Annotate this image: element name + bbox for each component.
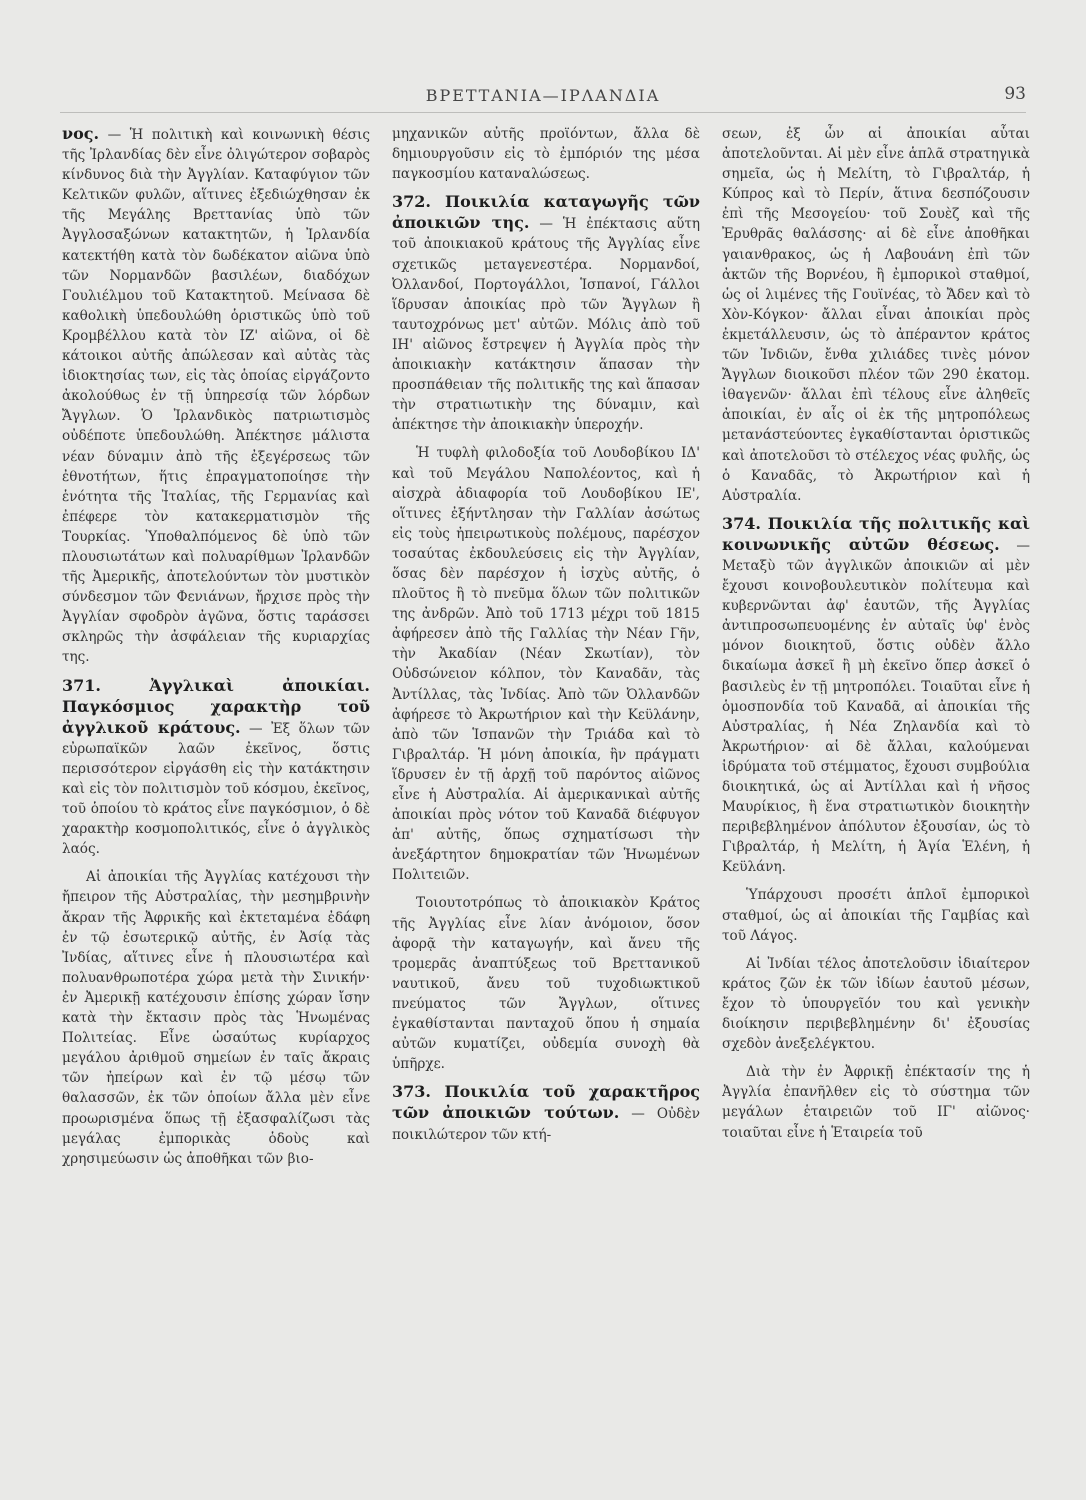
paragraph [722, 1062, 1030, 1142]
running-title: ΒΡΕΤΤΑΝΙΑ—ΙΡΛΑΝΔΙΑ [425, 86, 661, 105]
paragraph-text: Αἱ Ἰνδίαι τέλος ἀποτελοῦσιν ἰδιαίτερον κράτος ζῶν ἐκ τῶν ἰδίων ἑαυτοῦ μέσων, ἔχον τὸ ὑπουργεῖόν του καὶ γενικὴν διοίκησιν περιβεβλημένην δι' ἐξουσίας σχεδὸν ἀνεξελέγκτου. [722, 955, 1030, 1053]
paragraph-text: Ἡ τυφλὴ φιλοδοξία τοῦ Λουδοβίκου ΙΔ' καὶ τοῦ Μεγάλου Ναπολέοντος, καὶ ἡ αἰσχρὰ ἀδιαφορία τοῦ Λουδοβίκου ΙΕ', οἵτινες ἐξήντλησαν τὴν Γαλλίαν ἀσώτως εἰς τοὺς ἠπειρωτικοὺς πολέμους, παρέσχον τοσαύτας ἐκδουλεύσεις εἰς τὴν Ἀγγλίαν, ὅσας δὲν παρέσχον ἡ ἰσχὺς αὐτῆς, ὁ πλοῦτος ἢ τὸ πνεῦμα ὅλων τῶν πολιτικῶν της ἀνδρῶν. Ἀπὸ τοῦ 1713 μέχρι τοῦ 1815 ἀφήρεσεν ἀπὸ τῆς Γαλλίας τὴν Νέαν Γῆν, τὴν Ἀκαδίαν (Νέαν Σκωτίαν), τὸν Οὐδσώνειον κόλπον, τὸν Καναδᾶν, τὰς Ἀντίλλας, τὰς Ἰνδίας. Ἀπὸ τῶν Ὀλλανδῶν ἀφήρεσε τὸ Ἀκρωτήριον καὶ τὴν Κεϋλάνην, ἀπὸ τῶν Ἱσπανῶν τὴν Τριάδα καὶ τὸ Γιβραλτάρ. Ἡ μόνη ἀποικία, ἣν πράγματι ἵδρυσεν ἐν τῇ ἀρχῇ τοῦ παρόντος αἰῶνος εἶνε ἡ Αὐστραλία. Αἱ ἀμερικανικαὶ αὐτῆς ἀποικίαι πρὸς νότον τοῦ Καναδᾶ διέφυγον ἀπ' αὐτῆς, ὅπως σχηματίσωσι τὴν ἀνεξάρτητον δημοκρατίαν τῶν Ἡνωμένων Πολιτειῶν. [392, 445, 700, 884]
page-number: 93 [1004, 84, 1026, 104]
column-2 [392, 124, 700, 1484]
section-heading: νος. [62, 124, 100, 143]
text-columns [62, 124, 1030, 1484]
paragraph [392, 893, 700, 1074]
paragraph [392, 192, 700, 435]
section-heading: 374. Ποικιλία τῆς πολιτικῆς καὶ κοινωνικῆς αὐτῶν θέσεως. [722, 513, 1030, 554]
paragraph [392, 1082, 700, 1144]
paragraph-text: Διὰ τὴν ἐν Ἀφρικῇ ἐπέκτασίν της ἡ Ἀγγλία ἐπανῆλθεν εἰς τὸ σύστημα τῶν μεγάλων ἑταιρειῶν τοῦ ΙΓ' αἰῶνος· τοιαῦται εἶνε ἡ Ἑταιρεία τοῦ [722, 1064, 1030, 1141]
paragraph-text: μηχανικῶν αὐτῆς προϊόντων, ἄλλα δὲ δημιουργοῦσιν εἰς τὸ ἐμπόριόν της μέσα παγκοσμίου καταναλώσεως. [392, 126, 700, 183]
column-3 [722, 124, 1030, 1484]
paragraph [62, 867, 370, 1168]
paragraph-text: — Ἐξ ὅλων τῶν εὐρωπαϊκῶν λαῶν ἐκεῖνος, ὅστις περισσότερον εἰργάσθη εἰς τὴν κατάκτησιν καὶ εἰς τὸν πολιτισμὸν τοῦ κόσμου, ἐκεῖνος, τοῦ ὁποίου τὸ κράτος εἶνε παγκόσμιον, ὁ δὲ χαρακτὴρ κοσμοπολιτικός, εἶνε ὁ ἀγγλικὸς λαός. [62, 720, 370, 858]
section-heading: 372. Ποικιλία καταγωγῆς τῶν ἀποικιῶν της. [392, 192, 700, 233]
paragraph-text: Ὑπάρχουσι προσέτι ἁπλοῖ ἐμπορικοὶ σταθμοί, ὡς αἱ ἀποικίαι τῆς Γαμβίας καὶ τοῦ Λάγος. [722, 887, 1030, 944]
paragraph-text: — Ἡ πολιτικὴ καὶ κοινωνικὴ θέσις τῆς Ἰρλανδίας δὲν εἶνε ὀλιγώτερον σοβαρὸς κίνδυνος διὰ τὴν Ἀγγλίαν. Καταφύγιον τῶν Κελτικῶν φυλῶν, αἵτινες ἐξεδιώχθησαν ἐκ τῆς Μεγάλης Βρεττανίας ὑπὸ τῶν Ἀγγλοσαξώνων κατακτητῶν, ἡ Ἰρλανδία κατεκτήθη κατὰ τὸν δωδέκατον αἰῶνα ὑπὸ τῶν Νορμανδῶν βασιλέων, διαδόχων Γουλιέλμου τοῦ Κατακτητοῦ. Μείνασα δὲ καθολικὴ ὑπεδουλώθη ὁριστικῶς ὑπὸ τοῦ Κρομβέλλου κατὰ τὸν ΙΖ' αἰῶνα, οἱ δὲ κάτοικοι αὐτῆς ἀπώλεσαν καὶ αὐτὰς τὰς ἰδιοκτησίας των, εἰς τὰς ὁποίας εἰργάζοντο ἀκολούθως ἐν τῇ ὑπηρεσίᾳ τῶν λόρδων Ἄγγλων. Ὁ Ἰρλανδικὸς πατριωτισμὸς οὐδέποτε ὑπεδουλώθη. Ἀπέκτησε μάλιστα νέαν δύναμιν ἀπὸ τῆς ἐξεγέρσεως τῶν ἐθνοτήτων, ἥτις ἐπραγματοποίησε τὴν ἑνότητα τῆς Ἰταλίας, τῆς Γερμανίας καὶ ἐπέφερε τὸν κατακερματισμὸν τῆς Τουρκίας. Ὑποθαλπόμενος δὲ ὑπὸ τῶν πλουσιωτάτων καὶ πολυαρίθμων Ἰρλανδῶν τῆς Ἀμερικῆς, ἀποτελούντων τὸν μυστικὸν σύνδεσμον τῶν Φενιάνων, ἤρχισε πρὸς τὴν Ἀγγλίαν σφοδρὸν ἀγῶνα, ὅστις ταράσσει σκληρῶς τὴν ἀσφάλειαν τῆς κυριαρχίας της. [62, 127, 370, 666]
column-1 [62, 124, 370, 1484]
paragraph [722, 885, 1030, 945]
paragraph [392, 443, 700, 885]
paragraph-text: σεων, ἐξ ὧν αἱ ἀποικίαι αὗται ἀποτελοῦνται. Αἱ μὲν εἶνε ἁπλᾶ στρατηγικὰ σημεῖα, ὡς ἡ Μελίτη, τὸ Γιβραλτάρ, ἡ Κύπρος καὶ τὸ Περίν, ἅτινα δεσπόζουσιν ἐπὶ τῆς Μεσογείου· τοῦ Σουὲζ καὶ τῆς Ἐρυθρᾶς θαλάσσης· αἱ δὲ εἶνε ἀποθῆκαι γαιανθρακος, ὡς ἡ Λαβουάνη ἐπὶ τῶν ἀκτῶν τῆς Βορνέου, ἢ ἐμπορικοὶ σταθμοί, ὡς οἱ λιμένες τῆς Γουϊνέας, τὸ Ἄδεν καὶ τὸ Χὸν-Κόγκον· ἄλλαι εἶναι ἀποικίαι πρὸς ἐκμετάλλευσιν, ὡς τὸ ἀπέραντον κράτος τῶν Ἰνδιῶν, ἔνθα χιλιάδες τινὲς μόνον Ἄγγλων διοικοῦσι πλέον τῶν 290 ἑκατομ. ἰθαγενῶν· ἄλλαι ἐπὶ τέλους εἶνε ἀληθεῖς ἀποικίαι, ἐν αἷς οἱ ἐκ τῆς μητροπόλεως μετανάστεύοντες ἐγκαθίστανται ὁριστικῶς καὶ ἀποτελοῦσι τὸ στέλεχος νέας φυλῆς, ὡς ὁ Καναδᾶς, τὸ Ἀκρωτήριον καὶ ἡ Αὐστραλία. [722, 126, 1030, 504]
paragraph-text: — Ἡ ἐπέκτασις αὕτη τοῦ ἀποικιακοῦ κράτους τῆς Ἀγγλίας εἶνε σχετικῶς μεταγενεστέρα. Νορμανδοί, Ὀλλανδοί, Πορτογάλλοι, Ἱσπανοί, Γάλλοι ἵδρυσαν ἀποικίας πρὸ τῶν Ἄγγλων ἢ ταυτοχρόνως μετ' αὐτῶν. Μόλις ἀπὸ τοῦ ΙΗ' αἰῶνος ἔστρεψεν ἡ Ἀγγλία πρὸς τὴν ἀποικιακὴν κατάκτησιν ἅπασαν τὴν προσπάθειαν τῆς πολιτικῆς της καὶ ἅπασαν τὴν στρατιωτικὴν της δύναμιν, καὶ ἀπέκτησε τὴν ἀποικιακὴν ὑπεροχήν. [392, 216, 700, 434]
paragraph-text: — Οὐδὲν ποικιλώτερον τῶν κτή- [392, 1106, 700, 1143]
paragraph-text: — Μεταξὺ τῶν ἀγγλικῶν ἀποικιῶν αἱ μὲν ἔχουσι κοινοβουλευτικὸν πολίτευμα καὶ κυβερνῶνται ἀφ' ἑαυτῶν, τῆς Ἀγγλίας ἀντιπροσωπευομένης ἐν αὐταῖς ὑφ' ἑνὸς μόνον διοικητοῦ, ὅστις οὐδὲν ἄλλο δικαίωμα ἀσκεῖ ἢ μὴ ἐκεῖνο ὅπερ ἀσκεῖ ὁ βασιλεὺς ἐν τῇ μητροπόλει. Τοιαῦται εἶνε ἡ ὁμοσπονδία τοῦ Καναδᾶ, αἱ ἀποικίαι τῆς Αὐστραλίας, ἡ Νέα Ζηλανδία καὶ τὸ Ἀκρωτήριον· αἱ δὲ ἄλλαι, καλούμεναι ἱδρύματα τοῦ στέμματος, ἔχουσι συμβούλια διοικητικά, ὡς αἱ Ἀντίλλαι καὶ ἡ νῆσος Μαυρίκιος, ἢ ἕνα στρατιωτικὸν διοικητὴν περιβεβλημένον ἀπόλυτον ἐξουσίαν, ὡς τὸ Γιβραλτάρ, ἡ Μελίτη, ἡ Ἁγία Ἑλένη, ἡ Κεϋλάνη. [722, 537, 1030, 876]
paragraph [722, 954, 1030, 1054]
paragraph [62, 676, 370, 860]
section-heading: 373. Ποικιλία τοῦ χαρακτῆρος τῶν ἀποικιῶν τούτων. [392, 1082, 700, 1123]
paragraph [722, 514, 1030, 878]
paragraph [392, 124, 700, 184]
paragraph-text: Τοιουτοτρόπως τὸ ἀποικιακὸν Κράτος τῆς Ἀγγλίας εἶνε λίαν ἀνόμοιον, ὅσον ἀφορᾷ τὴν καταγωγήν, καὶ ἄνευ τῆς τρομερᾶς ἀναπτύξεως τοῦ Βρεττανικοῦ ναυτικοῦ, ἄνευ τοῦ τυχοδιωκτικοῦ πνεύματος τῶν Ἄγγλων, οἵτινες ἐγκαθίστανται πανταχοῦ ὅπου ἡ σημαία αὐτῶν κυματίζει, οὐδεμία συνοχὴ θὰ ὑπῆρχε. [392, 895, 700, 1073]
running-header [60, 84, 1026, 113]
paragraph [722, 124, 1030, 506]
paragraph [62, 124, 370, 668]
section-heading: 371. Ἀγγλικαὶ ἀποικίαι. Παγκόσμιος χαρακτὴρ τοῦ ἀγγλικοῦ κράτους. [62, 675, 370, 737]
paragraph-text: Αἱ ἀποικίαι τῆς Ἀγγλίας κατέχουσι τὴν ἤπειρον τῆς Αὐστραλίας, τὴν μεσημβρινὴν ἄκραν τῆς Ἀφρικῆς καὶ ἐκτεταμένα ἐδάφη ἐν τῷ ἐσωτερικῷ αὐτῆς, ἐν Ἀσίᾳ τὰς Ἰνδίας, αἵτινες εἶνε ἡ πλουσιωτέρα καὶ πολυανθρωποτέρα χώρα μετὰ τὴν Σινικήν· ἐν Ἀμερικῇ κατέχουσιν ἐπίσης χώραν ἴσην κατὰ τὴν ἔκτασιν πρὸς τὰς Ἡνωμένας Πολιτείας. Εἶνε ὡσαύτως κυρίαρχος μεγάλου ἀριθμοῦ σημείων ἐν ταῖς ἄκραις τῶν ἠπείρων καὶ ἐν τῷ μέσῳ τῶν θαλασσῶν, ἐκ τῶν ὁποίων ἄλλα μὲν εἶνε προωρισμένα ὅπως τῇ ἐξασφαλίζωσι τὰς μεγάλας ἐμπορικὰς ὁδοὺς καὶ χρησιμεύωσιν ὡς ἀποθῆκαι τῶν βιο- [62, 869, 370, 1167]
